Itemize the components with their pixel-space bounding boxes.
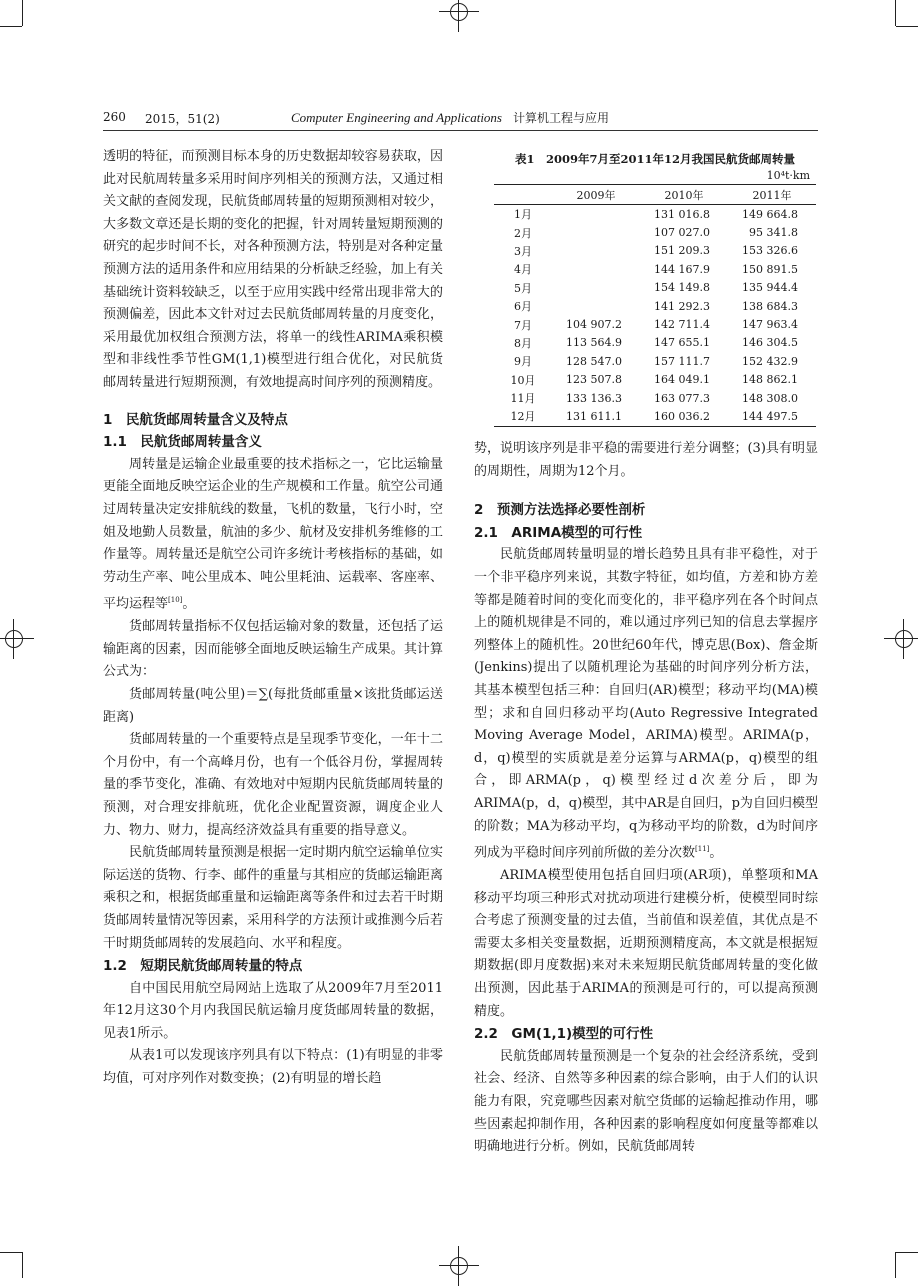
left-column: [103, 146, 443, 1091]
value-cell: 153 326.6: [742, 244, 798, 258]
table-header-row: [494, 185, 816, 205]
value-cell: 160 036.2: [640, 407, 728, 426]
paragraph-text: 周转量是运输企业最重要的技术指标之一，它比运输量更能全面地反映空运企业的生产规模和工作量。航空公司通过周转量决定安排航线的数量，飞机的数量，飞行小时，空姐及地勤人员数量，航油的多少、航材及安排机务维修的工作量等。周转量还是航空公司许多统计考核指标的基础，如劳动生产率、吨公里成本、吨公里耗油、运载率、客座率、平均运程等: [103, 456, 443, 612]
paragraph: ARIMA模型使用包括自回归项(AR项)，单整项和MA移动平均项三种形式对扰动项进行建模分析，使模型同时综合考虑了预测变量的过去值，当前值和误差值，其优点是不需要太多相关变量数据，近期预测精度高，本文就是根据短期数据(即月度数据)来对未来短期民航货邮周转量的变化做出预测，因此基于ARIMA的预测是可行的，可以提高预测精度。: [474, 868, 818, 1019]
value-cell: 144 167.9: [654, 262, 710, 276]
paragraph: 货邮周转量指标不仅包括运输对象的数量，还包括了运输距离的因素，因而能够全面地反映运输生产成果。其计算公式为：: [103, 619, 443, 680]
month-cell: 5月: [514, 281, 532, 295]
month-cell: 11月: [510, 392, 536, 406]
crop-mark: [895, 0, 896, 26]
registration-mark-icon: [2, 627, 26, 651]
month-cell: 9月: [514, 355, 532, 369]
value-cell: 151 209.3: [654, 244, 710, 258]
table-row: [494, 334, 816, 352]
citation: [11]: [695, 845, 710, 854]
value-cell: 141 292.3: [654, 299, 710, 313]
paragraph-text: 。: [709, 845, 723, 861]
formula: 货邮周转量(吨公里)＝∑(每批货邮重量×该批货邮运送距离): [103, 686, 443, 725]
value-cell: [552, 279, 640, 297]
table-unit: 10⁴t·km: [766, 169, 810, 182]
crop-mark: [0, 1252, 22, 1253]
paragraph: 货邮周转量的一个重要特点是呈现季节变化，一年十二个月份中，有一个高峰月份，也有一个低谷月份，掌握周转量的季节变化，准确、有效地对中短期内民航货邮周转量的预测，对合理安排航班，优化企业配置资源，调度企业人力、物力、财力，提高经济效益具有重要的指导意义。: [103, 732, 443, 838]
value-cell: [552, 223, 640, 241]
value-cell: 146 304.5: [742, 336, 798, 350]
table-header: 2010年: [640, 185, 728, 205]
value-cell: 149 664.8: [742, 207, 798, 221]
month-cell: 10月: [510, 373, 536, 387]
table-row: [494, 297, 816, 315]
data-table: [494, 150, 816, 427]
subsection-heading: 1.1 民航货邮周转量含义: [103, 434, 262, 451]
table-row: [494, 205, 816, 224]
value-cell: 128 547.0: [566, 354, 622, 368]
value-cell: 152 432.9: [742, 354, 798, 368]
paragraph: 从表1可以发现该序列具有以下特点：(1)有明显的非零均值，可对序列作对数变换；(2)有明显的增长趋: [103, 1048, 443, 1087]
section-heading: 2 预测方法选择必要性剖析: [474, 502, 646, 519]
subsection-heading: 2.1 ARIMA模型的可行性: [474, 524, 643, 541]
value-cell: 157 111.7: [654, 354, 710, 368]
crop-mark: [896, 1252, 918, 1253]
value-cell: 147 963.4: [742, 318, 798, 332]
value-cell: 131 611.1: [552, 407, 640, 426]
month-cell: 4月: [514, 263, 532, 277]
value-cell: 144 497.5: [728, 407, 816, 426]
paragraph: [103, 454, 443, 616]
value-cell: 154 149.8: [654, 281, 710, 295]
table-row: [494, 389, 816, 407]
paragraph: 民航货邮周转量预测是根据一定时期内航空运输单位实际运送的货物、行李、邮件的重量与其相应的货邮运输距离乘积之和，根据货邮重量和运输距离等条件和过去若干时期货邮周转量情况等因素，采用科学的方法预计或推测今后若干时期货邮周转的发展趋向、水平和程度。: [103, 845, 443, 951]
table-row: [494, 407, 816, 426]
value-cell: 113 564.9: [566, 336, 622, 350]
paragraph-text: 。: [182, 596, 196, 612]
right-column: [474, 438, 818, 1159]
issue-info: 2015，51(2): [145, 112, 220, 126]
value-cell: 163 077.3: [654, 391, 710, 405]
value-cell: 135 944.4: [742, 281, 798, 295]
value-cell: 147 655.1: [654, 336, 710, 350]
month-cell: 2月: [514, 226, 532, 240]
value-cell: [552, 242, 640, 260]
crop-mark: [22, 0, 23, 26]
value-cell: 123 507.8: [566, 373, 622, 387]
header-rule: [103, 130, 818, 131]
value-cell: 104 907.2: [566, 318, 622, 332]
value-cell: 164 049.1: [654, 373, 710, 387]
month-cell: 12月: [494, 407, 552, 426]
paragraph: 透明的特征，而预测目标本身的历史数据却较容易获取，因此对民航周转量多采用时间序列相关的预测方法，又通过相关文献的查阅发现，民航货邮周转量的短期预测相对较少，大多数文章还是长期的变化的把握，针对周转量短期预测的研究的起步时间不长，对各种预测方法，特别是对各种定量预测方法的适用条件和应用结果的分析缺乏经验，加上有关基础统计资料较缺乏，以至于应用实践中经常出现非常大的预测偏差，因此本文针对过去民航货邮周转量的月度变化，采用最优加权组合预测方法，将单一的线性ARIMA乘积模型和非线性季节性GM(1,1)模型进行组合优化，对民航货邮周转量进行短期预测，有效地提高时间序列的预测精度。: [103, 149, 443, 390]
crop-mark: [895, 1252, 896, 1278]
page-number: 260: [103, 110, 126, 124]
table-header: 2009年: [552, 185, 640, 205]
paragraph-text: 民航货邮周转量明显的增长趋势且具有非平稳性，对于一个非平稳序列来说，其数字特征，如均值，方差和协方差等都是随着时间的变化而变化的，非平稳序列在各个时间点上的随机规律是不同的，难以通过序列已知的信息去掌握序列整体上的随机性。20世纪60年代，博克思(Box)、詹金斯(Jenkins)提出了以随机理论为基础的时间序列分析方法，其基本模型包括三种：自回归(AR)模型；移动平均(MA)模型；求和自回归移动平均(Auto Regressive Integrated Moving Average Model，ARIMA)模型。ARIMA(p，d，q)模型的实质就是差分运算与ARMA(p，q)模型的组合，即ARMA(p，q)模型经过d次差分后，即为ARIMA(p，d，q)模型，其中AR是自回归，p为自回归模型的阶数；MA为移动平均，q为移动平均的阶数，d为时间序列成为平稳时间序列前所做的差分次数: [474, 547, 818, 861]
value-cell: [552, 297, 640, 315]
registration-mark-icon: [447, 0, 471, 24]
value-cell: 148 308.0: [742, 391, 798, 405]
value-cell: 133 136.3: [566, 391, 622, 405]
running-header: [103, 108, 818, 128]
value-cell: [552, 260, 640, 278]
value-cell: 131 016.8: [654, 207, 710, 221]
value-cell: 138 684.3: [742, 299, 798, 313]
journal-name-cn: 计算机工程与应用: [513, 111, 610, 125]
section-heading: 1 民航货邮周转量含义及特点: [103, 411, 288, 428]
value-cell: 150 891.5: [742, 262, 798, 276]
paragraph: 自中国民用航空局网站上选取了从2009年7月至2011年12月这30个月内我国民航运输月度货邮周转量的数据，见表1所示。: [103, 980, 443, 1041]
journal-name-en: Computer Engineering and Applications: [291, 110, 502, 125]
table-header: [494, 185, 552, 205]
table-row: [494, 352, 816, 370]
table-row: [494, 371, 816, 389]
month-cell: 8月: [514, 336, 532, 350]
paragraph: 势，说明该序列是非平稳的需要进行差分调整；(3)具有明显的周期性，周期为12个月。: [474, 441, 818, 479]
table-row: [494, 279, 816, 297]
crop-mark: [896, 26, 918, 27]
value-cell: 142 711.4: [654, 318, 710, 332]
table-header: 2011年: [728, 185, 816, 205]
month-cell: 3月: [514, 244, 532, 258]
table-row: [494, 315, 816, 333]
paragraph: 民航货邮周转量预测是一个复杂的社会经济系统，受到社会、经济、自然等多种因素的综合影响，由于人们的认识能力有限，究竟哪些因素对航空货邮的运输起推动作用，哪些因素起抑制作用，各种因素的影响程度如何度量等都难以明确地进行分析。例如，民航货邮周转: [474, 1048, 818, 1155]
table-row: [494, 242, 816, 260]
citation: [10]: [168, 596, 183, 605]
table-row: [494, 260, 816, 278]
value-cell: 107 027.0: [654, 226, 710, 240]
table: [494, 184, 816, 427]
month-cell: 6月: [514, 300, 532, 314]
month-cell: 7月: [514, 318, 532, 332]
registration-mark-icon: [892, 627, 916, 651]
subsection-heading: 1.2 短期民航货邮周转量的特点: [103, 958, 303, 975]
value-cell: 148 862.1: [742, 373, 798, 387]
table-row: [494, 223, 816, 241]
crop-mark: [0, 26, 22, 27]
month-cell: 1月: [514, 208, 532, 222]
table-caption: 表1 2009年7月至2011年12月我国民航货邮周转量: [514, 152, 796, 166]
paragraph: [474, 544, 818, 865]
value-cell: [552, 205, 640, 224]
subsection-heading: 2.2 GM(1,1)模型的可行性: [474, 1026, 654, 1043]
registration-mark-icon: [447, 1254, 471, 1278]
crop-mark: [22, 1252, 23, 1278]
value-cell: 95 341.8: [749, 226, 798, 240]
